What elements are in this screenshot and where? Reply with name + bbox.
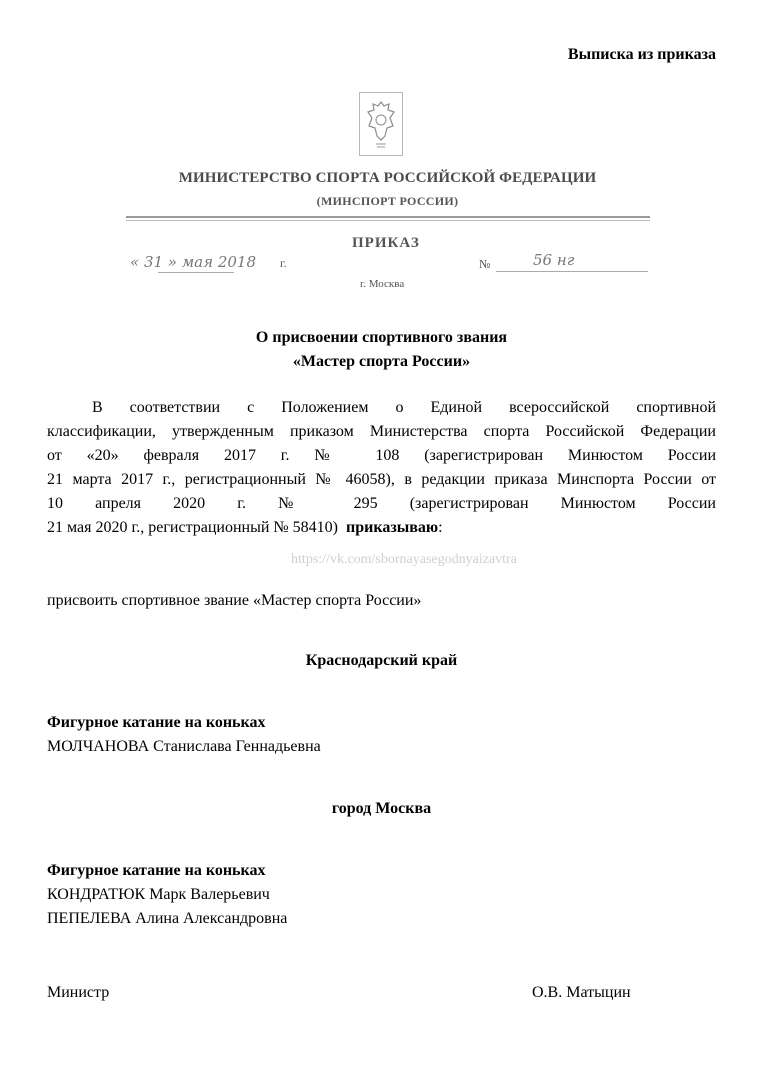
body-line: 10 апреля 2020 г. № 295 (зарегистрирован Минюстом России xyxy=(47,495,716,512)
document-title xyxy=(0,326,763,374)
body-line-final xyxy=(47,516,716,540)
header-divider xyxy=(126,216,650,218)
sport-heading: Фигурное катание на коньках xyxy=(47,862,266,879)
extract-title: Выписка из приказа xyxy=(567,46,716,63)
year-suffix: г. xyxy=(280,256,287,270)
header-divider-thin xyxy=(126,220,650,221)
body-line-text: 21 мая 2020 г., регистрационный № 58410) xyxy=(47,519,339,536)
date-underline xyxy=(158,272,234,273)
athlete-name: КОНДРАТЮК Марк Валерьевич xyxy=(47,886,270,903)
watermark-url: https://vk.com/sbornayasegodnyaizavtra xyxy=(291,552,517,567)
signatory-name: О.В. Матыцин xyxy=(532,984,631,1001)
order-verb-colon: : xyxy=(438,519,443,536)
order-verb: приказываю xyxy=(346,519,439,536)
russian-coat-of-arms-icon xyxy=(359,92,403,156)
ministry-short-name: (МИНСПОРТ РОССИИ) xyxy=(316,194,459,208)
signatory-position: Министр xyxy=(47,984,110,1001)
number-underline xyxy=(496,271,648,272)
number-sign: № xyxy=(479,257,491,271)
order-date-handwritten: « 31 » мая 2018 xyxy=(130,253,256,271)
document-title-line1: О присвоении спортивного звания xyxy=(255,329,508,346)
sport-heading: Фигурное катание на коньках xyxy=(47,714,266,731)
region-heading: город Москва xyxy=(331,800,432,817)
order-number-handwritten: 56 нг xyxy=(533,251,575,269)
athlete-name: ПЕПЕЛЕВА Алина Александровна xyxy=(47,910,288,927)
body-line: классификации, утвержденным приказом Министерства спорта Российской Федерации xyxy=(47,423,716,440)
order-word: ПРИКАЗ xyxy=(352,235,420,251)
ministry-name: МИНИСТЕРСТВО СПОРТА РОССИЙСКОЙ ФЕДЕРАЦИИ xyxy=(178,170,597,186)
document-title-line2: «Мастер спорта России» xyxy=(292,353,471,370)
body-line: В соответствии с Положением о Единой всероссийской спортивной xyxy=(92,399,716,416)
assignment-text: присвоить спортивное звание «Мастер спорта России» xyxy=(47,592,422,609)
athlete-name: МОЛЧАНОВА Станислава Геннадьевна xyxy=(47,738,321,755)
body-line: от «20» февраля 2017 г. № 108 (зарегистрирован Минюстом России xyxy=(47,447,716,464)
body-paragraph xyxy=(47,396,716,540)
region-heading: Краснодарский край xyxy=(305,652,458,669)
order-city: г. Москва xyxy=(360,278,405,290)
body-line: 21 марта 2017 г., регистрационный № 46058), в редакции приказа Минспорта России от xyxy=(47,471,716,488)
